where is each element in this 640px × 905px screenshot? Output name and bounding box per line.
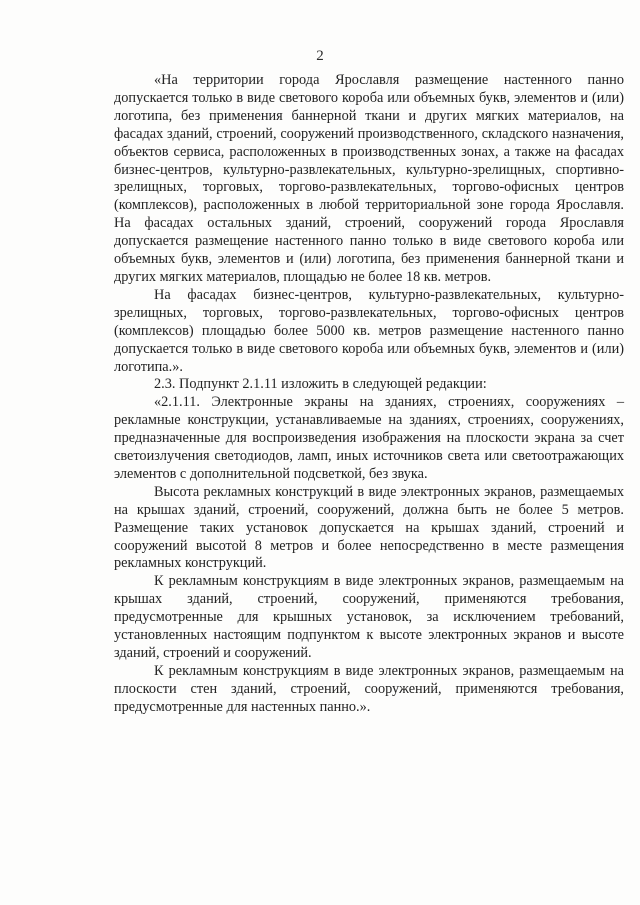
paragraph-panel-placement-rules: «На территории города Ярославля размещение настенного панно допускается только в виде светового короба или объемных букв, элементов и (или) логотипа, без применения баннерной ткани и других мягких материалов, на фасадах зданий, строений, сооружений производственного, складского назначения, объектов сервиса, расположенных в производственных зонах, а также на фасадах бизнес-центров, культурно-развлекательных, культурно-зрелищных, спортивно-зрелищных, торговых, торгово-развлекательных, торгово-офисных центров (комплексов), расположенных в любой территориальной зоне города Ярославля. На фасадах остальных зданий, строений, сооружений города Ярославля допускается размещение настенного панно только в виде светового короба или объемных букв, элементов и (или) логотипа, без применения баннерной ткани и других мягких материалов, площадью не более 18 кв. метров. [114, 72, 624, 285]
page-number: 2 [316, 48, 324, 64]
document-body [114, 72, 624, 717]
paragraph-electronic-screens-definition: «2.1.11. Электронные экраны на зданиях, строениях, сооружениях – рекламные конструкции, устанавливаемые на зданиях, строениях, сооружениях, предназначенные для воспроизведения изображения на плоскости экрана за счет светоизлучения светодиодов, ламп, иных источников света или светоотражающих элементов с дополнительной подсветкой, без звука. [114, 394, 624, 482]
paragraph-roof-screen-height: Высота рекламных конструкций в виде электронных экранов, размещаемых на крышах зданий, строений, сооружений, должна быть не более 5 метров. Размещение таких установок допускается на крышах зданий, строений и сооружений высотой 8 метров и более непосредственно в месте размещения рекламных конструкций. [114, 483, 624, 572]
paragraph-roof-screen-requirements: К рекламным конструкциям в виде электронных экранов, размещаемым на крышах зданий, строений, сооружений, применяются требования, предусмотренные для крышных установок, за исключением требований, установленных настоящим подпунктом к высоте электронных экранов и высоте зданий, строений и сооружений. [114, 573, 624, 661]
paragraph-large-facades: На фасадах бизнес-центров, культурно-развлекательных, культурно-зрелищных, торговых, торгово-развлекательных, торгово-офисных центров (комплексов) площадью более 5000 кв. метров размещение настенного панно допускается только в виде светового короба или объемных букв, элементов и (или) логотипа.». [114, 286, 624, 375]
paragraph-subclause-intro: 2.3. Подпункт 2.1.11 изложить в следующей редакции: [154, 376, 487, 393]
paragraph-wall-screen-requirements: К рекламным конструкциям в виде электронных экранов, размещаемым на плоскости стен зданий, строений, сооружений, применяются требования, предусмотренные для настенных панно.». [114, 662, 624, 715]
